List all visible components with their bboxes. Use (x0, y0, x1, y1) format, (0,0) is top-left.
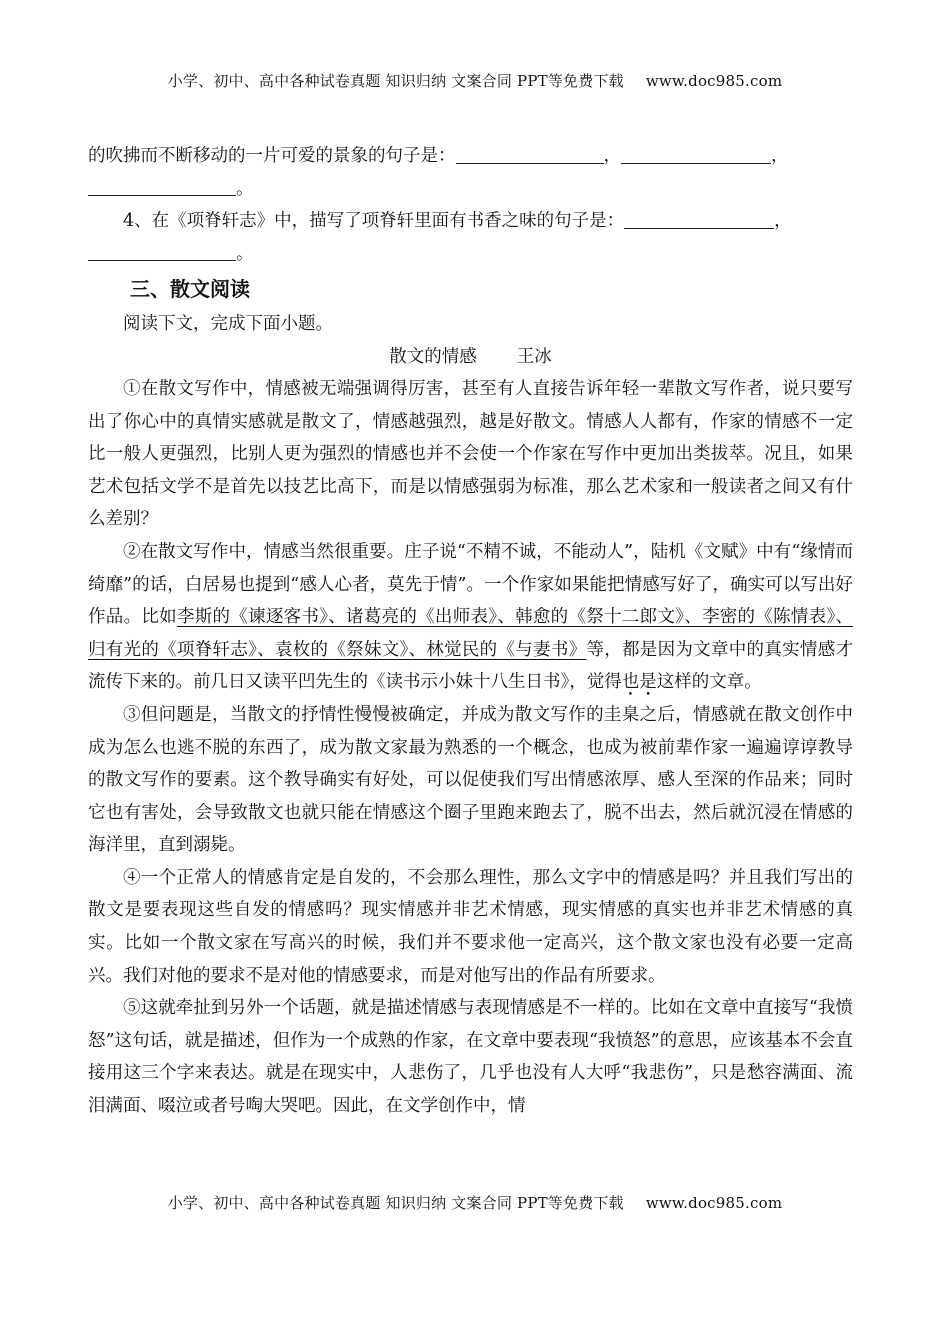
article-title-text: 散文的情感 (389, 346, 477, 367)
question-4-continuation (88, 238, 853, 271)
paragraph-1: ①在散文写作中，情感被无端强调得厉害，甚至有人直接告诉年轻一辈散文写作者，说只要写出了你心中的真情实感就是散文了，情感越强烈，越是好散文。情感人人都有，作家的情感不一定比一般人更强烈，比别人更为强烈的情感也并不会使一个作家在写作中更加出类拔萃。况且，如果艺术包括文学不是首先以技艺比高下，而是以情感强弱为标准，那么艺术家和一般读者之间又有什么差别？ (88, 378, 853, 530)
q3-sep1: ， (603, 146, 621, 166)
paragraph-4: ④一个正常人的情感肯定是自发的，不会那么理性，那么文字中的情感是吗？并且我们写出的散文是要表现这些自发的情感吗？现实情感并非艺术情感，现实情感的真实也并非艺术情感的真实。比如一个散文家在写高兴的时候，我们并不要求他一定高兴，这个散文家也没有必要一定高兴。我们对他的要求不是对他的情感要求，而是对他写出的作品有所要求。 (88, 867, 853, 986)
paragraph-3-text-b: 之后，情感就在散文创作中成为怎么也逃不脱的东西了，成为散文家最为熟悉的一个概念，也成为被前辈作家一遍遍谆谆教导的散文写作的要素。这个教导确实有好处，可以促使我们写出情感浓厚、感人至深的作品来；同时它也有害处，会导致散文也就只能在情感这个圈子里跑来跑去了，脱不出去，然后就沉浸在情感的海洋里，直到溺毙。 (88, 704, 853, 856)
footer-text: 小学、初中、高中各种试卷真题 知识归纳 文案合同 PPT等免费下载 (167, 1194, 624, 1212)
q3-end: 。 (236, 178, 254, 199)
question-3-continuation (88, 140, 853, 205)
document-body (88, 140, 853, 1123)
header-url[interactable]: www.doc985.com (645, 72, 783, 90)
answer-blank[interactable] (456, 143, 604, 163)
article-title (88, 341, 853, 373)
q4-text: 4、在《项脊轩志》中，描写了项脊轩里面有书香之味的句子是： (123, 211, 625, 232)
q4-end: 。 (236, 243, 254, 264)
header-text: 小学、初中、高中各种试卷真题 知识归纳 文案合同 PPT等免费下载 (167, 72, 624, 90)
page-header (0, 70, 950, 91)
q3-text: 的吹拂而不断移动的一片可爱的景象的句子是： (88, 146, 456, 166)
paragraph-2-text-b: 等，都是因为文章中的真实情感才流传下来的。前几日又读平凹先生的《读书示小妹十八生日书》，觉得也是这样的文章。 (88, 639, 854, 693)
answer-blank[interactable] (621, 143, 771, 163)
paragraph-3 (88, 699, 853, 862)
question-4 (88, 205, 853, 238)
emphasis-char: 圭 (603, 704, 622, 725)
answer-blank[interactable] (624, 209, 774, 229)
q3-sep2: ， (771, 146, 789, 166)
emphasis-char: 臬 (621, 704, 640, 725)
paragraph-2-underlined: 李斯的《谏逐客书》、诸葛亮的《出师表》、韩愈的《祭十二郎文》、李密的《陈情表》、归有光的《项脊轩志》、袁枚的《祭妹文》、林觉民的《与妻书》 (88, 607, 853, 660)
article-author: 王冰 (516, 346, 552, 367)
answer-blank[interactable] (88, 176, 236, 196)
paragraph-5: ⑤这就牵扯到另外一个话题，就是描述情感与表现情感是不一样的。比如在文章中直接写“我愤怒”这句话，就是描述，但作为一个成熟的作家，在文章中要表现“我愤怒”的意思，应该基本不会直接用这三个字来表达。就是在现实中，人悲伤了，几乎也没有人大呼“我悲伤”，只是愁容满面、流泪满面、啜泣或者号啕大哭吧。因此，在文学创作中，情 (88, 998, 853, 1117)
paragraph-2-text-a: ②在散文写作中，情感当然很重要。庄子说“不精不诚，不能动人”，陆机《文赋》中有“缘情而绮靡”的话，白居易也提到“感人心者，莫先于情”。一个作家如果能把情感写好了，确实可以写出好作品。比如 (88, 541, 853, 628)
q4-sep: ， (774, 211, 792, 232)
paragraph-3-text-a: ③但问题是，当散文的抒情性慢慢被确定，并成为散文写作的 (123, 704, 604, 725)
instruction: 阅读下文，完成下面小题。 (123, 314, 333, 335)
page-footer (0, 1192, 950, 1213)
section-title: 三、散文阅读 (130, 277, 250, 302)
paragraph-2 (88, 536, 853, 699)
footer-url[interactable]: www.doc985.com (645, 1194, 783, 1212)
answer-blank[interactable] (88, 241, 236, 261)
